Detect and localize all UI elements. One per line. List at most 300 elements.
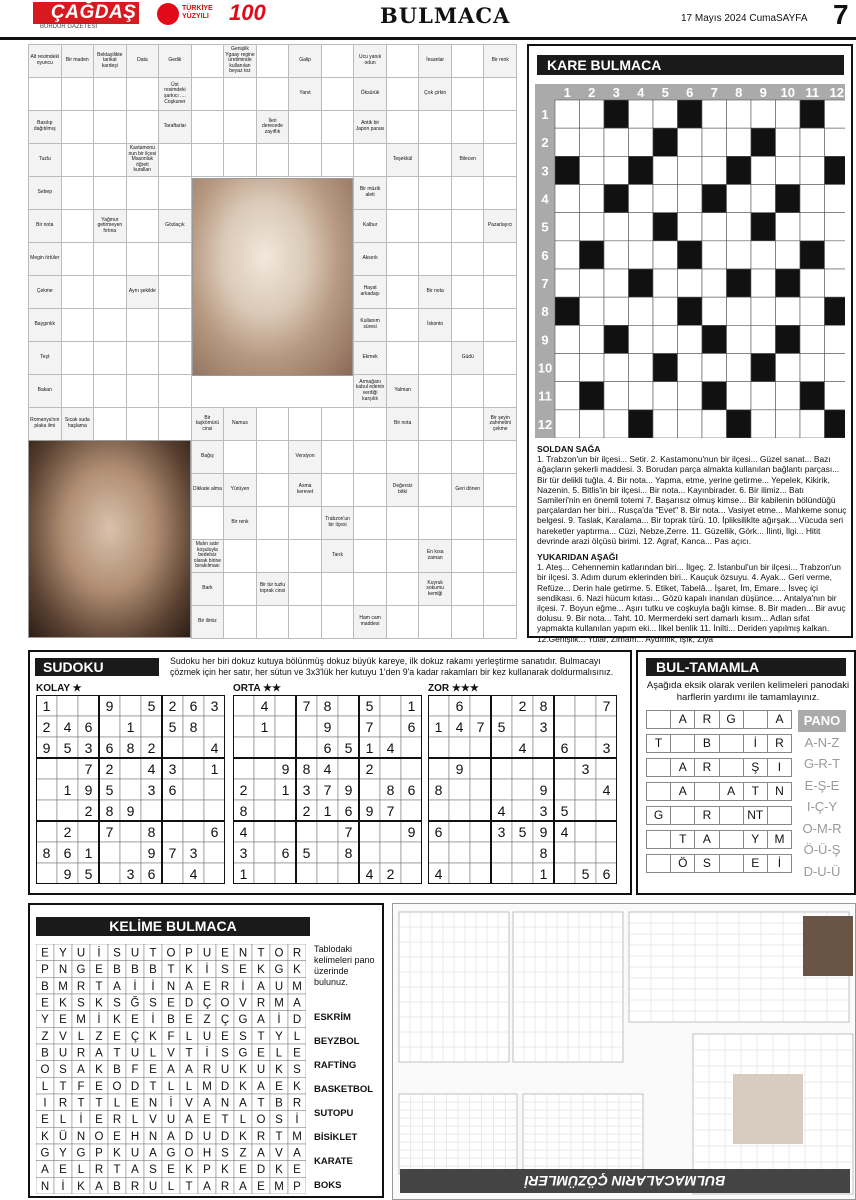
sudoku-cell[interactable] (491, 695, 512, 716)
kare-cell[interactable] (800, 297, 825, 325)
sudoku-cell[interactable] (575, 842, 596, 863)
bul-letter-cell[interactable] (743, 710, 768, 729)
sudoku-cell[interactable] (120, 842, 141, 863)
kare-cell[interactable] (702, 128, 727, 156)
crossword-cell[interactable] (418, 374, 452, 408)
crossword-cell[interactable] (353, 473, 387, 507)
sudoku-cell[interactable] (36, 863, 57, 884)
kare-cell[interactable] (653, 297, 678, 325)
kare-cell[interactable] (604, 382, 629, 410)
crossword-cell[interactable] (483, 242, 517, 276)
crossword-cell[interactable] (191, 110, 225, 144)
kare-cell[interactable] (702, 100, 727, 128)
crossword-cell[interactable] (61, 209, 95, 243)
sudoku-cell[interactable] (183, 821, 204, 842)
sudoku-cell[interactable] (233, 716, 254, 737)
kare-cell[interactable] (825, 354, 846, 382)
sudoku-cell[interactable] (401, 863, 422, 884)
sudoku-cell[interactable] (204, 716, 225, 737)
sudoku-cell[interactable] (57, 758, 78, 779)
kare-cell[interactable] (751, 241, 776, 269)
sudoku-cell[interactable] (449, 842, 470, 863)
bul-letter-cell[interactable]: G (646, 806, 671, 825)
sudoku-cell[interactable] (78, 695, 99, 716)
crossword-cell[interactable] (386, 44, 420, 78)
sudoku-cell[interactable] (338, 695, 359, 716)
sudoku-cell[interactable] (254, 800, 275, 821)
crossword-cell[interactable] (93, 407, 127, 441)
sudoku-cell[interactable] (359, 779, 380, 800)
sudoku-cell[interactable] (78, 821, 99, 842)
sudoku-cell[interactable] (99, 863, 120, 884)
sudoku-cell[interactable] (233, 758, 254, 779)
crossword-cell[interactable] (321, 44, 355, 78)
kare-cell[interactable] (800, 354, 825, 382)
sudoku-cell[interactable] (36, 821, 57, 842)
crossword-cell[interactable] (483, 374, 517, 408)
crossword-cell[interactable] (288, 572, 322, 606)
kare-cell[interactable] (629, 297, 654, 325)
sudoku-cell[interactable] (317, 842, 338, 863)
kare-cell[interactable] (776, 382, 801, 410)
sudoku-cell[interactable] (183, 758, 204, 779)
sudoku-cell[interactable] (338, 716, 359, 737)
crossword-cell[interactable] (93, 341, 127, 375)
sudoku-cell[interactable] (36, 800, 57, 821)
kare-cell[interactable] (678, 382, 703, 410)
crossword-cell[interactable] (93, 275, 127, 309)
crossword-cell[interactable] (451, 209, 485, 243)
crossword-cell[interactable] (126, 407, 160, 441)
kare-cell[interactable] (800, 156, 825, 184)
sudoku-cell[interactable] (428, 842, 449, 863)
bul-letter-cell[interactable] (646, 830, 671, 849)
kare-cell[interactable] (678, 410, 703, 438)
sudoku-cell[interactable] (449, 779, 470, 800)
sudoku-cell[interactable] (275, 716, 296, 737)
kare-cell[interactable] (580, 297, 605, 325)
sudoku-cell[interactable] (296, 863, 317, 884)
sudoku-cell[interactable] (449, 821, 470, 842)
sudoku-cell[interactable] (120, 758, 141, 779)
crossword-cell[interactable] (386, 506, 420, 540)
kare-cell[interactable] (604, 241, 629, 269)
bul-letter-cell[interactable]: T (646, 734, 671, 753)
crossword-cell[interactable] (483, 473, 517, 507)
kare-cell[interactable] (800, 269, 825, 297)
crossword-cell[interactable] (483, 143, 517, 177)
bul-letter-cell[interactable]: A (767, 710, 792, 729)
bul-letter-cell[interactable] (719, 758, 744, 777)
sudoku-cell[interactable] (275, 737, 296, 758)
crossword-cell[interactable] (256, 605, 290, 639)
sudoku-cell[interactable] (233, 737, 254, 758)
kare-cell[interactable] (702, 354, 727, 382)
kare-cell[interactable] (604, 269, 629, 297)
sudoku-cell[interactable] (254, 779, 275, 800)
sudoku-cell[interactable] (470, 863, 491, 884)
bul-letter-cell[interactable]: NT (743, 806, 768, 825)
crossword-cell[interactable] (321, 440, 355, 474)
sudoku-cell[interactable] (512, 779, 533, 800)
kare-cell[interactable] (580, 128, 605, 156)
sudoku-cell[interactable] (596, 716, 617, 737)
crossword-cell[interactable] (483, 176, 517, 210)
crossword-cell[interactable] (126, 308, 160, 342)
crossword-cell[interactable] (451, 539, 485, 573)
crossword-cell[interactable] (451, 374, 485, 408)
crossword-cell[interactable] (451, 407, 485, 441)
sudoku-cell[interactable] (275, 800, 296, 821)
crossword-cell[interactable] (288, 143, 322, 177)
kare-cell[interactable] (702, 410, 727, 438)
sudoku-cell[interactable] (401, 842, 422, 863)
kare-cell[interactable] (678, 269, 703, 297)
crossword-cell[interactable] (61, 143, 95, 177)
crossword-cell[interactable] (93, 77, 127, 111)
kare-cell[interactable] (727, 325, 752, 353)
bul-letter-cell[interactable] (719, 854, 744, 873)
sudoku-cell[interactable] (512, 863, 533, 884)
crossword-cell[interactable] (126, 341, 160, 375)
kare-cell[interactable] (580, 410, 605, 438)
kare-cell[interactable] (825, 325, 846, 353)
kare-cell[interactable] (653, 325, 678, 353)
sudoku-cell[interactable] (36, 758, 57, 779)
sudoku-cell[interactable] (380, 842, 401, 863)
sudoku-cell[interactable] (183, 800, 204, 821)
bul-letter-cell[interactable]: R (694, 806, 719, 825)
kare-cell[interactable] (702, 269, 727, 297)
kare-cell[interactable] (825, 185, 846, 213)
crossword-cell[interactable] (483, 110, 517, 144)
kare-cell[interactable] (678, 128, 703, 156)
kare-cell[interactable] (629, 382, 654, 410)
kare-cell[interactable] (800, 410, 825, 438)
crossword-cell[interactable] (418, 176, 452, 210)
kare-cell[interactable] (629, 213, 654, 241)
bul-letter-cell[interactable] (646, 710, 671, 729)
sudoku-cell[interactable] (162, 800, 183, 821)
crossword-cell[interactable] (223, 77, 257, 111)
crossword-cell[interactable] (483, 539, 517, 573)
crossword-cell[interactable] (288, 407, 322, 441)
crossword-cell[interactable] (256, 407, 290, 441)
kare-cell[interactable] (653, 185, 678, 213)
crossword-cell[interactable] (386, 242, 420, 276)
sudoku-cell[interactable] (491, 863, 512, 884)
bul-letter-cell[interactable]: T (743, 782, 768, 801)
crossword-cell[interactable] (386, 77, 420, 111)
bul-letter-cell[interactable]: R (694, 758, 719, 777)
crossword-cell[interactable] (158, 143, 192, 177)
bul-letter-cell[interactable]: A (719, 782, 744, 801)
kare-cell[interactable] (580, 325, 605, 353)
kare-cell[interactable] (604, 354, 629, 382)
kare-cell[interactable] (800, 325, 825, 353)
sudoku-cell[interactable] (359, 842, 380, 863)
crossword-cell[interactable] (61, 110, 95, 144)
sudoku-cell[interactable] (204, 842, 225, 863)
sudoku-cell[interactable] (533, 758, 554, 779)
sudoku-cell[interactable] (533, 737, 554, 758)
sudoku-cell[interactable] (596, 842, 617, 863)
crossword-cell[interactable] (451, 44, 485, 78)
sudoku-cell[interactable] (141, 716, 162, 737)
crossword-cell[interactable] (386, 110, 420, 144)
kare-cell[interactable] (800, 185, 825, 213)
sudoku-cell[interactable] (512, 800, 533, 821)
kare-cell[interactable] (751, 100, 776, 128)
crossword-cell[interactable] (158, 176, 192, 210)
crossword-cell[interactable] (61, 275, 95, 309)
kare-cell[interactable] (653, 156, 678, 184)
crossword-cell[interactable] (93, 176, 127, 210)
kare-cell[interactable] (580, 185, 605, 213)
bul-letter-cell[interactable]: A (694, 830, 719, 849)
crossword-cell[interactable] (158, 374, 192, 408)
kare-cell[interactable] (751, 185, 776, 213)
crossword-cell[interactable] (451, 77, 485, 111)
kare-cell[interactable] (653, 100, 678, 128)
sudoku-cell[interactable] (120, 779, 141, 800)
sudoku-cell[interactable] (120, 821, 141, 842)
bul-letter-cell[interactable] (670, 734, 695, 753)
sudoku-cell[interactable] (575, 821, 596, 842)
crossword-cell[interactable] (418, 110, 452, 144)
crossword-cell[interactable] (451, 275, 485, 309)
sudoku-cell[interactable] (57, 695, 78, 716)
crossword-cell[interactable] (321, 77, 355, 111)
crossword-cell[interactable] (386, 308, 420, 342)
crossword-cell[interactable] (93, 143, 127, 177)
kare-cell[interactable] (776, 156, 801, 184)
kare-cell[interactable] (555, 325, 580, 353)
sudoku-cell[interactable] (204, 863, 225, 884)
sudoku-cell[interactable] (296, 737, 317, 758)
kare-cell[interactable] (653, 241, 678, 269)
sudoku-cell[interactable] (275, 821, 296, 842)
kare-cell[interactable] (825, 128, 846, 156)
bul-letter-cell[interactable] (767, 806, 792, 825)
sudoku-cell[interactable] (296, 716, 317, 737)
crossword-cell[interactable] (158, 308, 192, 342)
crossword-cell[interactable] (353, 539, 387, 573)
kare-cell[interactable] (776, 100, 801, 128)
bul-letter-cell[interactable]: Ş (743, 758, 768, 777)
crossword-cell[interactable] (288, 605, 322, 639)
crossword-cell[interactable] (418, 440, 452, 474)
kare-cell[interactable] (604, 213, 629, 241)
bul-letter-cell[interactable]: A (670, 782, 695, 801)
kare-cell[interactable] (727, 100, 752, 128)
crossword-cell[interactable] (451, 110, 485, 144)
kare-cell[interactable] (751, 325, 776, 353)
crossword-cell[interactable] (386, 440, 420, 474)
crossword-cell[interactable] (386, 209, 420, 243)
sudoku-cell[interactable] (491, 758, 512, 779)
crossword-cell[interactable] (61, 341, 95, 375)
kare-cell[interactable] (653, 269, 678, 297)
crossword-cell[interactable] (321, 143, 355, 177)
crossword-cell[interactable] (483, 308, 517, 342)
kare-cell[interactable] (555, 100, 580, 128)
bul-letter-cell[interactable]: Ö (670, 854, 695, 873)
crossword-cell[interactable] (353, 506, 387, 540)
sudoku-cell[interactable] (359, 821, 380, 842)
sudoku-cell[interactable] (512, 716, 533, 737)
crossword-cell[interactable] (126, 176, 160, 210)
bul-letter-cell[interactable]: N (767, 782, 792, 801)
kare-cell[interactable] (825, 100, 846, 128)
sudoku-cell[interactable] (575, 716, 596, 737)
kare-cell[interactable] (776, 213, 801, 241)
kare-cell[interactable] (727, 354, 752, 382)
kare-cell[interactable] (776, 241, 801, 269)
crossword-cell[interactable] (386, 539, 420, 573)
crossword-cell[interactable] (418, 407, 452, 441)
bul-letter-cell[interactable] (719, 806, 744, 825)
kare-cell[interactable] (751, 269, 776, 297)
sudoku-cell[interactable] (233, 695, 254, 716)
bul-letter-cell[interactable]: E (743, 854, 768, 873)
sudoku-cell[interactable] (317, 863, 338, 884)
bul-letter-cell[interactable] (719, 830, 744, 849)
crossword-cell[interactable] (61, 242, 95, 276)
kare-cell[interactable] (580, 213, 605, 241)
bul-letter-cell[interactable]: I (767, 758, 792, 777)
kare-cell[interactable] (580, 156, 605, 184)
bul-letter-cell[interactable]: T (670, 830, 695, 849)
kare-cell[interactable] (678, 354, 703, 382)
sudoku-cell[interactable] (254, 737, 275, 758)
kare-cell[interactable] (825, 213, 846, 241)
crossword-cell[interactable] (223, 143, 257, 177)
sudoku-cell[interactable] (296, 821, 317, 842)
sudoku-cell[interactable] (275, 695, 296, 716)
sudoku-cell[interactable] (554, 779, 575, 800)
kare-cell[interactable] (629, 354, 654, 382)
sudoku-cell[interactable] (449, 737, 470, 758)
crossword-cell[interactable] (93, 374, 127, 408)
crossword-cell[interactable] (321, 473, 355, 507)
sudoku-cell[interactable] (575, 695, 596, 716)
kare-cell[interactable] (604, 156, 629, 184)
crossword-cell[interactable] (418, 242, 452, 276)
crossword-cell[interactable] (256, 143, 290, 177)
sudoku-cell[interactable] (470, 800, 491, 821)
bul-letter-cell[interactable] (646, 758, 671, 777)
sudoku-cell[interactable] (596, 800, 617, 821)
crossword-cell[interactable] (321, 572, 355, 606)
sudoku-cell[interactable] (254, 863, 275, 884)
crossword-cell[interactable] (126, 209, 160, 243)
bul-letter-cell[interactable]: G (719, 710, 744, 729)
kare-cell[interactable] (629, 325, 654, 353)
sudoku-cell[interactable] (575, 800, 596, 821)
crossword-cell[interactable] (451, 572, 485, 606)
kare-cell[interactable] (702, 241, 727, 269)
bul-letter-cell[interactable] (719, 734, 744, 753)
crossword-cell[interactable] (418, 341, 452, 375)
bul-letter-cell[interactable] (694, 782, 719, 801)
kare-cell[interactable] (702, 156, 727, 184)
crossword-cell[interactable] (126, 110, 160, 144)
bul-letter-cell[interactable]: R (694, 710, 719, 729)
sudoku-cell[interactable] (575, 737, 596, 758)
kare-cell[interactable] (604, 410, 629, 438)
sudoku-cell[interactable] (183, 779, 204, 800)
kare-cell[interactable] (555, 354, 580, 382)
sudoku-cell[interactable] (512, 842, 533, 863)
kare-cell[interactable] (555, 241, 580, 269)
sudoku-cell[interactable] (491, 842, 512, 863)
kare-cell[interactable] (727, 297, 752, 325)
sudoku-cell[interactable] (596, 758, 617, 779)
crossword-cell[interactable] (321, 110, 355, 144)
crossword-cell[interactable] (158, 407, 192, 441)
crossword-cell[interactable] (256, 539, 290, 573)
kare-cell[interactable] (751, 156, 776, 184)
kare-cell[interactable] (580, 100, 605, 128)
crossword-cell[interactable] (418, 209, 452, 243)
crossword-cell[interactable] (93, 110, 127, 144)
kare-cell[interactable] (727, 382, 752, 410)
sudoku-cell[interactable] (428, 695, 449, 716)
sudoku-cell[interactable] (162, 821, 183, 842)
kare-cell[interactable] (555, 185, 580, 213)
crossword-cell[interactable] (353, 572, 387, 606)
sudoku-cell[interactable] (338, 758, 359, 779)
sudoku-cell[interactable] (470, 737, 491, 758)
crossword-cell[interactable] (61, 176, 95, 210)
crossword-cell[interactable] (256, 473, 290, 507)
crossword-cell[interactable] (418, 506, 452, 540)
crossword-cell[interactable] (483, 77, 517, 111)
crossword-cell[interactable] (61, 77, 95, 111)
kare-cell[interactable] (678, 213, 703, 241)
crossword-cell[interactable] (126, 242, 160, 276)
bul-letter-cell[interactable] (646, 854, 671, 873)
kare-cell[interactable] (776, 354, 801, 382)
sudoku-cell[interactable] (512, 758, 533, 779)
crossword-cell[interactable] (451, 176, 485, 210)
crossword-cell[interactable] (483, 440, 517, 474)
kare-cell[interactable] (580, 354, 605, 382)
sudoku-cell[interactable] (575, 779, 596, 800)
crossword-cell[interactable] (191, 506, 225, 540)
kare-cell[interactable] (776, 128, 801, 156)
crossword-cell[interactable] (386, 341, 420, 375)
kare-cell[interactable] (678, 185, 703, 213)
sudoku-cell[interactable] (380, 758, 401, 779)
crossword-cell[interactable] (61, 308, 95, 342)
sudoku-cell[interactable] (491, 737, 512, 758)
crossword-cell[interactable] (223, 605, 257, 639)
crossword-cell[interactable] (321, 407, 355, 441)
sudoku-cell[interactable] (57, 800, 78, 821)
sudoku-cell[interactable] (491, 779, 512, 800)
sudoku-cell[interactable] (162, 863, 183, 884)
crossword-cell[interactable] (483, 341, 517, 375)
crossword-cell[interactable] (386, 275, 420, 309)
crossword-cell[interactable] (386, 572, 420, 606)
crossword-cell[interactable] (158, 275, 192, 309)
sudoku-cell[interactable] (554, 842, 575, 863)
kare-cell[interactable] (727, 241, 752, 269)
kare-cell[interactable] (555, 382, 580, 410)
crossword-cell[interactable] (451, 440, 485, 474)
